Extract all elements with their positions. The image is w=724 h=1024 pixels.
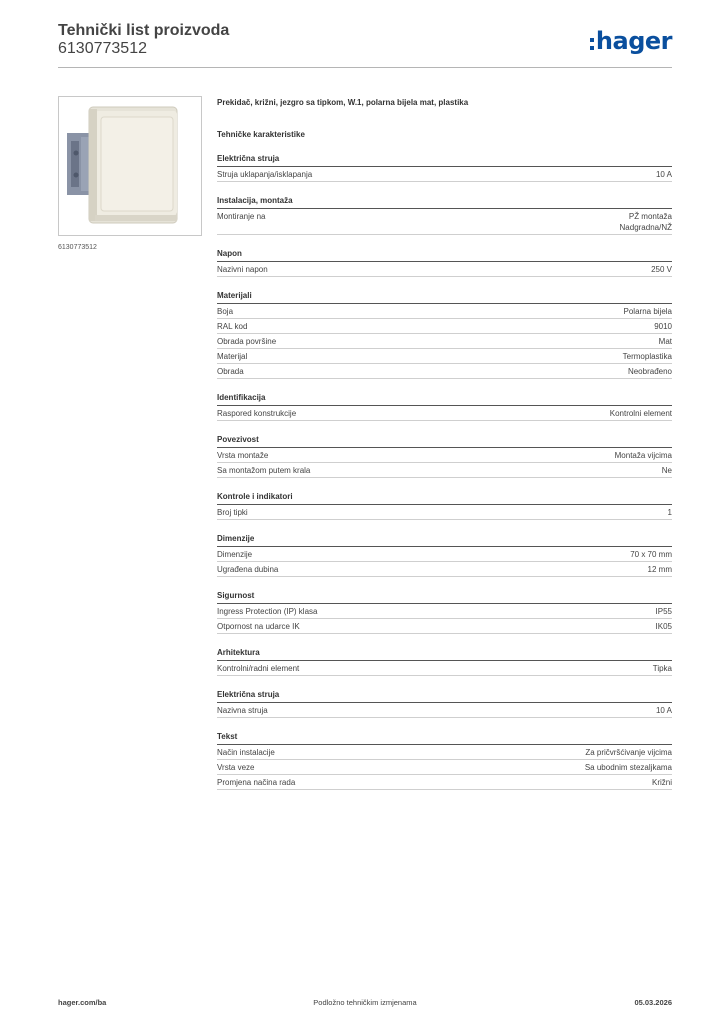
section-title: Tekst	[217, 731, 672, 745]
spec-label: Ingress Protection (IP) klasa	[217, 607, 318, 616]
spec-label: Vrsta veze	[217, 763, 255, 772]
spec-row	[217, 547, 672, 562]
spec-label: Raspored konstrukcije	[217, 409, 297, 418]
spec-row	[217, 364, 672, 379]
spec-value: IP55	[655, 607, 672, 616]
section-title: Arhitektura	[217, 647, 672, 661]
spec-section	[217, 731, 672, 790]
spec-value: Neobrađeno	[627, 367, 672, 376]
spec-section	[217, 153, 672, 182]
spec-label: Materijal	[217, 352, 248, 361]
section-title: Električna struja	[217, 689, 672, 703]
spec-row	[217, 209, 672, 235]
spec-label: Obrada	[217, 367, 244, 376]
spec-value: Sa ubodnim stezaljkama	[584, 763, 672, 772]
spec-value: Kontrolni element	[609, 409, 672, 418]
specs-heading: Tehničke karakteristike	[217, 130, 305, 139]
spec-row	[217, 775, 672, 790]
spec-label: Promjena načina rada	[217, 778, 296, 787]
spec-label: RAL kod	[217, 322, 248, 331]
spec-value: 10 A	[655, 706, 672, 715]
spec-row	[217, 562, 672, 577]
spec-row	[217, 334, 672, 349]
spec-label: Boja	[217, 307, 234, 316]
spec-row	[217, 604, 672, 619]
section-title: Sigurnost	[217, 590, 672, 604]
spec-value: IK05	[655, 622, 672, 631]
spec-label: Sa montažom putem krala	[217, 466, 311, 475]
spec-value: Za pričvršćivanje vijcima	[585, 748, 672, 757]
product-image	[58, 96, 202, 236]
spec-section	[217, 533, 672, 577]
spec-row	[217, 167, 672, 182]
section-title: Materijali	[217, 290, 672, 304]
spec-section	[217, 248, 672, 277]
spec-row	[217, 304, 672, 319]
spec-row	[217, 406, 672, 421]
spec-value: Tipka	[652, 664, 672, 673]
spec-label: Otpornost na udarce IK	[217, 622, 300, 631]
spec-row	[217, 319, 672, 334]
spec-value: Mat	[658, 337, 672, 346]
spec-value: Križni	[651, 778, 672, 787]
header-divider	[58, 67, 672, 68]
spec-label: Nazivna struja	[217, 706, 268, 715]
spec-row	[217, 703, 672, 718]
spec-row	[217, 745, 672, 760]
spec-section	[217, 434, 672, 478]
spec-value: 9010	[654, 322, 672, 331]
spec-section	[217, 590, 672, 634]
footer-notice: Podložno tehničkim izmjenama	[313, 998, 417, 1007]
logo-text: hager	[595, 27, 672, 55]
spec-row	[217, 619, 672, 634]
spec-row	[217, 262, 672, 277]
spec-label: Kontrolni/radni element	[217, 664, 300, 673]
spec-section	[217, 689, 672, 718]
hager-logo	[590, 26, 672, 56]
spec-label: Montiranje na	[217, 212, 266, 221]
spec-value: 10 A	[655, 170, 672, 179]
spec-label: Ugrađena dubina	[217, 565, 279, 574]
spec-value: 1	[667, 508, 672, 517]
section-title: Identifikacija	[217, 392, 672, 406]
section-title: Kontrole i indikatori	[217, 491, 672, 505]
spec-value: Polarna bijela	[623, 307, 672, 316]
spec-value: Termoplastika	[622, 352, 672, 361]
image-caption: 6130773512	[58, 244, 97, 251]
spec-row	[217, 760, 672, 775]
spec-value: 12 mm	[647, 565, 672, 574]
product-code: 6130773512	[58, 40, 147, 57]
spec-value: 250 V	[651, 265, 672, 274]
spec-section	[217, 195, 672, 235]
footer-website: hager.com/ba	[58, 998, 107, 1007]
spec-section	[217, 647, 672, 676]
spec-section	[217, 491, 672, 520]
section-title: Električna struja	[217, 153, 672, 167]
spec-sheet	[217, 97, 672, 790]
logo-colon-icon	[590, 32, 594, 50]
spec-label: Broj tipki	[217, 508, 248, 517]
spec-row	[217, 448, 672, 463]
spec-row	[217, 505, 672, 520]
spec-row	[217, 661, 672, 676]
spec-label: Nazivni napon	[217, 265, 268, 274]
spec-section	[217, 392, 672, 421]
spec-value: 70 x 70 mm	[630, 550, 672, 559]
spec-row	[217, 349, 672, 364]
spec-value: Montaža vijcima	[614, 451, 672, 460]
spec-label: Obrada površine	[217, 337, 277, 346]
spec-value: PŽ montaža Nadgradna/NŽ	[619, 212, 672, 232]
section-title: Napon	[217, 248, 672, 262]
spec-section	[217, 290, 672, 379]
footer-date: 05.03.2026	[634, 998, 672, 1007]
spec-row	[217, 463, 672, 478]
spec-label: Način instalacije	[217, 748, 275, 757]
page-title: Tehnički list proizvoda	[58, 22, 230, 39]
section-title: Instalacija, montaža	[217, 195, 672, 209]
spec-value: Ne	[661, 466, 672, 475]
section-title: Povezivost	[217, 434, 672, 448]
product-description: Prekidač, križni, jezgro sa tipkom, W.1, polarna bijela mat, plastika	[217, 98, 469, 107]
spec-sections	[217, 153, 672, 790]
spec-label: Dimenzije	[217, 550, 253, 559]
section-title: Dimenzije	[217, 533, 672, 547]
spec-label: Vrsta montaže	[217, 451, 269, 460]
spec-label: Struja uklapanja/isklapanja	[217, 170, 313, 179]
